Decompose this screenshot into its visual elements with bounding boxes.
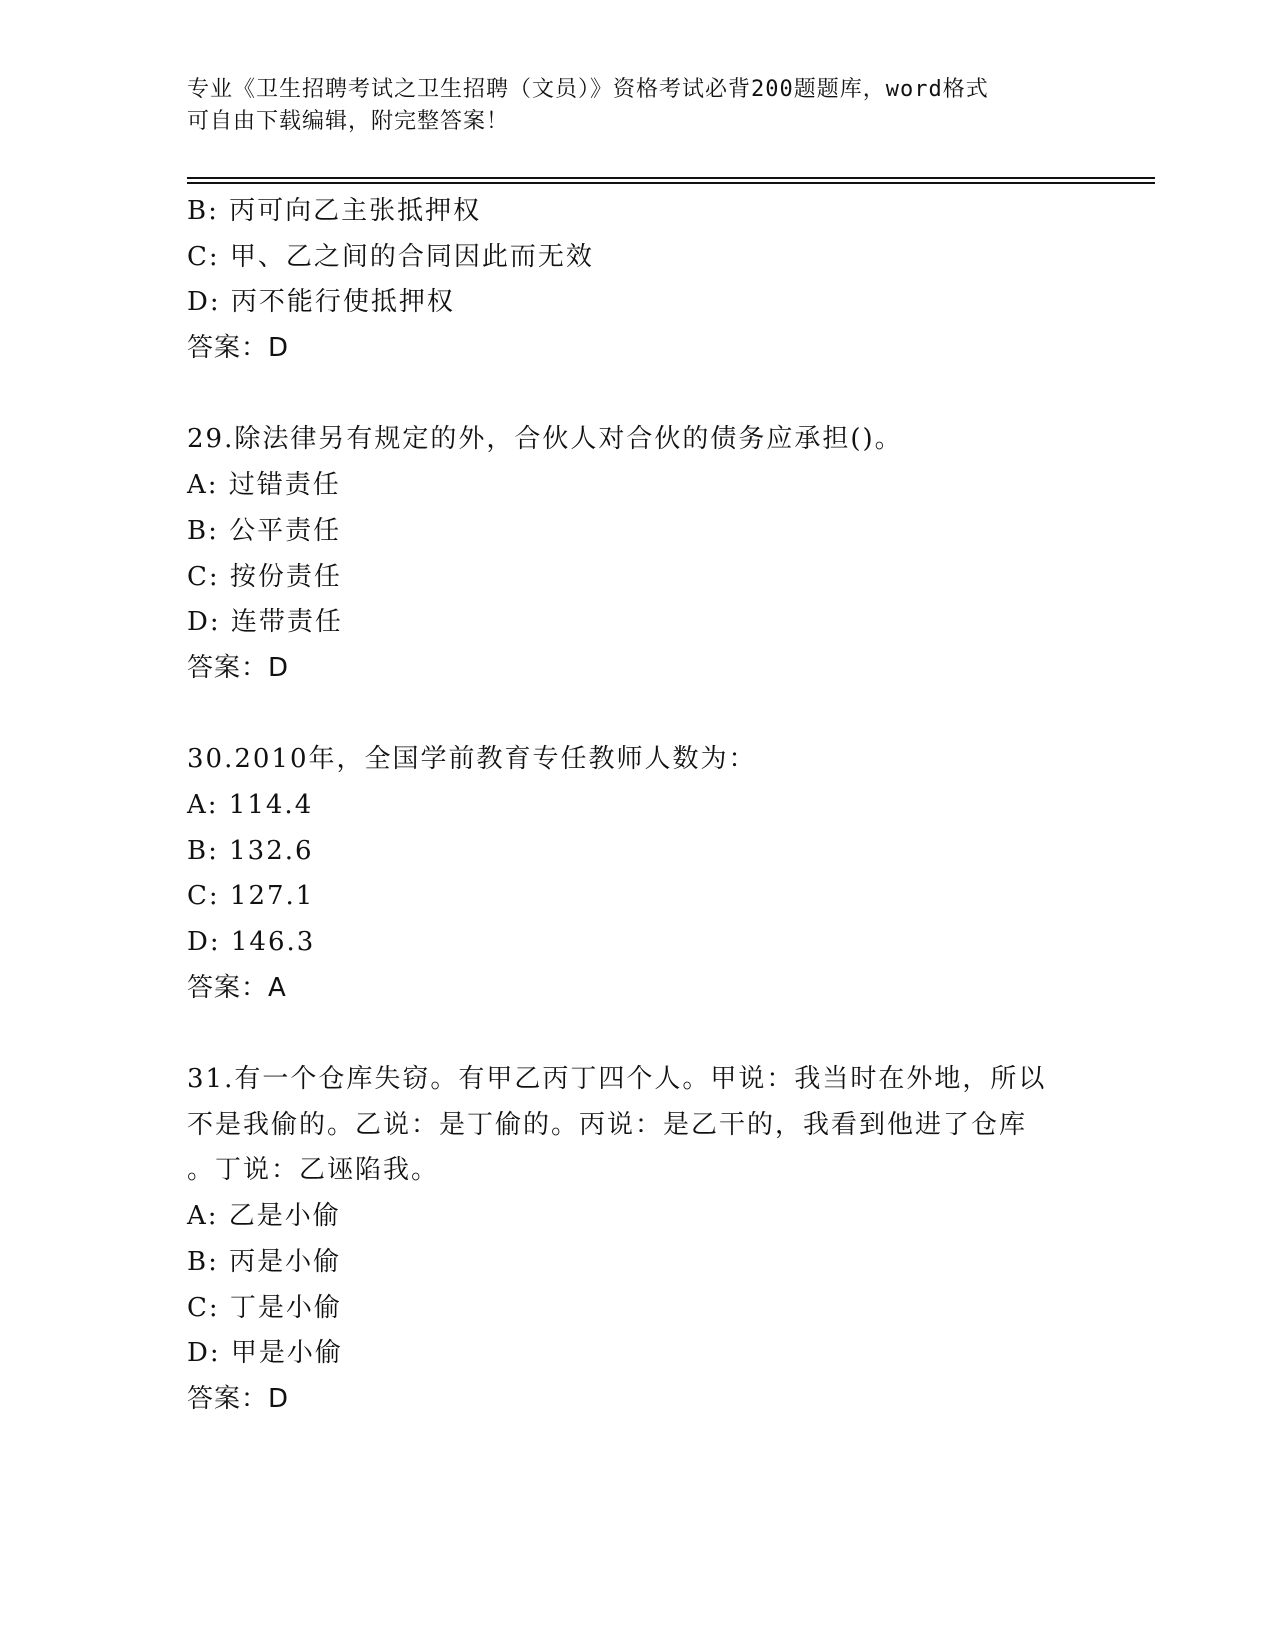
option-a: A: 乙是小偷 (187, 1201, 341, 1232)
question-text: 29.除法律另有规定的外，合伙人对合伙的债务应承担()。 (187, 424, 903, 455)
question-31-block (187, 1057, 1087, 1423)
spacer (187, 372, 1087, 418)
option-c: C: 丁是小偷 (187, 1292, 342, 1323)
spacer (187, 1011, 1087, 1057)
option-d: D: 丙不能行使抵押权 (187, 287, 455, 318)
option-d: D: 146.3 (187, 927, 316, 957)
option-a: A: 过错责任 (187, 470, 341, 501)
question-text-line-3: 。丁说：乙诬陷我。 (187, 1155, 440, 1186)
header-divider-top (187, 177, 1155, 179)
option-d: D: 连带责任 (187, 607, 343, 638)
header-title-line-1: 专业《卫生招聘考试之卫生招聘（文员）》资格考试必背200题题库，word格式 (187, 77, 989, 102)
option-c: C: 甲、乙之间的合同因此而无效 (187, 241, 594, 272)
option-c: C: 按份责任 (187, 561, 342, 592)
question-text-line-2: 不是我偷的。乙说：是丁偷的。丙说：是乙干的，我看到他进了仓库 (187, 1109, 1028, 1140)
header-divider-bottom (187, 182, 1155, 184)
spacer (187, 692, 1087, 738)
question-28-block (187, 189, 1087, 372)
answer: 答案：D (187, 652, 290, 683)
option-a: A: 114.4 (187, 789, 314, 820)
option-b: B: 丙是小偷 (187, 1246, 342, 1277)
option-d: D: 甲是小偷 (187, 1338, 343, 1369)
question-text: 30.2010年，全国学前教育专任教师人数为： (187, 744, 757, 775)
answer: 答案：D (187, 1383, 290, 1414)
document-header (187, 74, 1087, 138)
question-29-block (187, 417, 1087, 691)
answer: 答案：A (187, 972, 287, 1003)
answer: 答案：D (187, 333, 290, 364)
option-b: B: 丙可向乙主张抵押权 (187, 196, 482, 226)
question-text-line-1: 31.有一个仓库失窃。有甲乙丙丁四个人。甲说：我当时在外地，所以 (187, 1064, 1047, 1095)
question-list (187, 189, 1087, 1423)
question-30-block (187, 737, 1087, 1011)
header-title-line-2: 可自由下载编辑，附完整答案！ (187, 109, 510, 134)
option-b: B: 132.6 (187, 835, 314, 866)
option-b: B: 公平责任 (187, 515, 342, 546)
option-c: C: 127.1 (187, 881, 315, 912)
